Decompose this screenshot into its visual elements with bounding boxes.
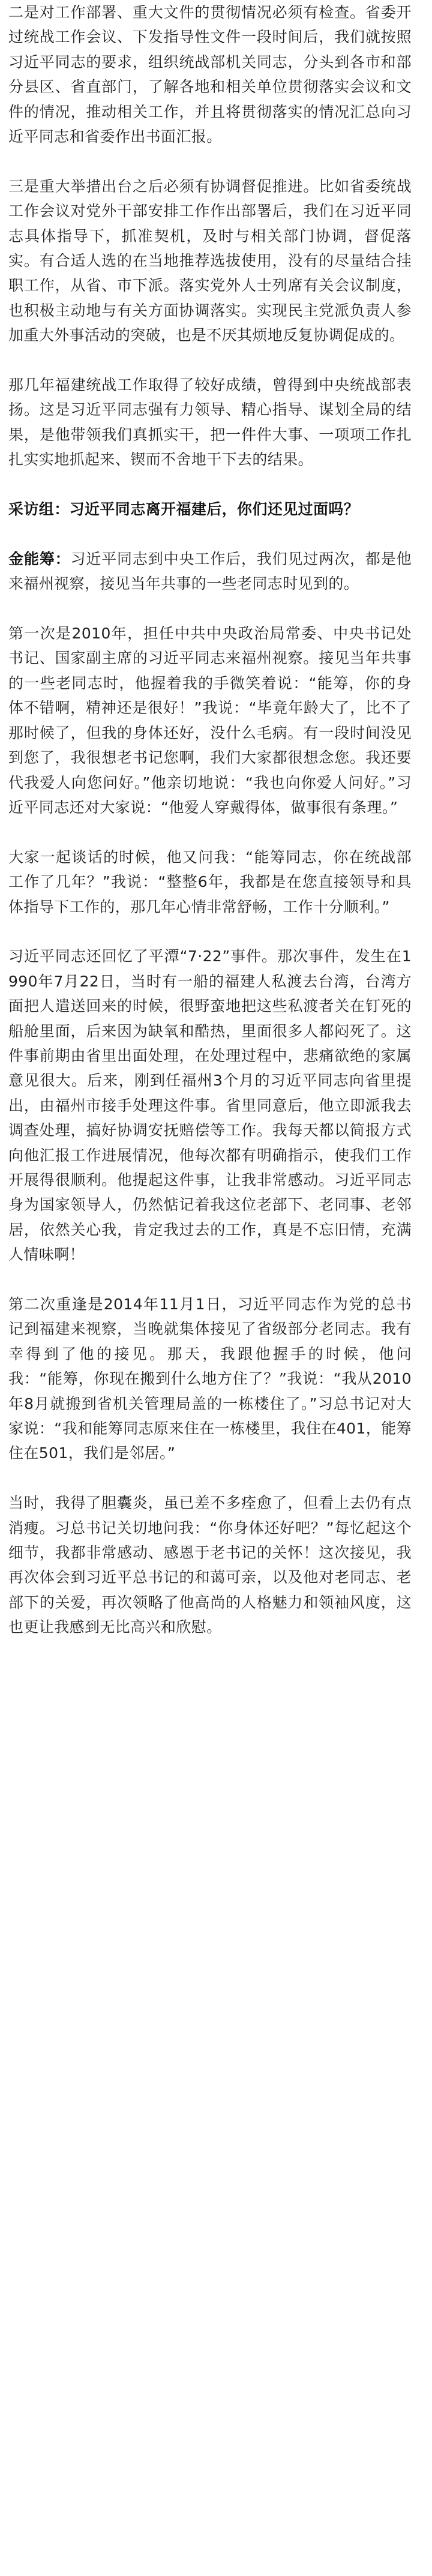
paragraph — [8, 1491, 412, 1639]
paragraph — [8, 944, 412, 1267]
question-text: 习近平同志离开福建后，你们还见过面吗？ — [69, 500, 359, 518]
paragraph-text: 习近平同志还回忆了平潭“7·22”事件。那次事件，发生在1990年7月22日，当时有一船的福建人私渡去台湾，台湾方面把人遣送回来的时候，很野蛮地把这些私渡者关在钉死的船舱里面，后来因为缺氧和酷热，里面很多人都闷死了。这件事前期由省里出面处理，在处理过程中，悲痛欲绝的家属意见很大。后来，刚到任福州3个月的习近平同志向省里提出，由福州市接手处理这件事。省里同意后，他立即派我去调查处理，搞好协调安抚赔偿等工作。我每天都以简报方式向他汇报工作进展情况，他每次都有明确指示，使我们工作开展得很顺利。他提起这件事，让我非常感动。习近平同志身为国家领导人，仍然惦记着我这位老部下、老同事、老邻居，依然关心我，肯定我过去的工作，真是不忘旧情，充满人情味啊！ — [8, 947, 412, 1264]
paragraph — [8, 373, 412, 472]
paragraph-text: 习近平同志到中央工作后，我们见过两次，都是他来福州视察，接见当年共事的一些老同志时见到的。 — [8, 550, 412, 593]
paragraph — [8, 845, 412, 919]
answer-speaker: 金能筹： — [8, 550, 71, 568]
paragraph-text: 二是对工作部署、重大文件的贯彻情况必须有检查。省委开过统战工作会议、下发指导性文件一段时间后，我们就按照习近平同志的要求，组织统战部机关同志，分头到各市和部分县区、省直部门，了解各地和相关单位贯彻落实会议和文件的情况，推动相关工作，并且将贯彻落实的情况汇总向习近平同志和省委作出书面汇报。 — [8, 4, 412, 146]
question-speaker: 采访组： — [8, 500, 70, 518]
paragraph — [8, 1292, 412, 1466]
paragraph-text: 大家一起谈话的时候，他又问我：“能筹同志，你在统战部工作了几年？”我说：“整整6年，我都是在您直接领导和具体指导下工作的，那几年心情非常舒畅，工作十分顺利。” — [8, 848, 412, 916]
paragraph — [8, 621, 412, 820]
interview-answer — [8, 547, 412, 596]
paragraph-text: 第一次是2010年，担任中共中央政治局常委、中央书记处书记、国家副主席的习近平同志来福州视察。接见当年共事的一些老同志时，他握着我的手微笑着说：“能筹，你的身体不错啊，精神还是很好！”我说：“毕竟年龄大了，比不了那时候了，但我的身体还好，没什么毛病。有一段时间没见到您了，我很想老书记您啊，我们大家都很想念您。我还要代我爱人向您问好。”他亲切地说：“我也向你爱人问好。”习近平同志还对大家说：“他爱人穿戴得体，做事很有条理。” — [8, 625, 412, 816]
paragraph — [8, 0, 412, 149]
paragraph-text: 当时，我得了胆囊炎，虽已差不多痊愈了，但看上去仍有点消瘦。习总书记关切地问我：“你身体还好吧？”每忆起这个细节，我都非常感动、感恩于老书记的关怀！这次接见，我再次体会到习近平总书记的和蔼可亲，以及他对老同志、老部下的关爱，再次领略了他高尚的人格魅力和领袖风度，这也更让我感到无比高兴和欣慰。 — [8, 1494, 412, 1636]
paragraph-text: 那几年福建统战工作取得了较好成绩，曾得到中央统战部表扬。这是习近平同志强有力领导、精心指导、谋划全局的结果，是他带领我们真抓实干，把一件件大事、一项项工作扎扎实实地抓起来、锲而不舍地干下去的结果。 — [8, 376, 412, 469]
paragraph — [8, 174, 412, 348]
interview-question — [8, 497, 412, 521]
paragraph-text: 三是重大举措出台之后必须有协调督促推进。比如省委统战工作会议对党外干部安排工作作出部署后，我们在习近平同志具体指导下，抓准契机，及时与相关部门协调，督促落实。有合适人选的在当地推荐选拔使用，没有的尽量结合挂职工作，从省、市下派。落实党外人士列席有关会议制度，也积极主动地与有关方面协调落实。实现民主党派负责人参加重大外事活动的突破，也是不厌其烦地反复协调促成的。 — [8, 177, 412, 344]
paragraph-text: 第二次重逢是2014年11月1日，习近平同志作为党的总书记到福建来视察，当晚就集体接见了省级部分老同志。我有幸得到了他的接见。那天，我跟他握手的时候，他问我：“能筹，你现在搬到什么地方住了？”我说：“我从2010年8月就搬到省机关管理局盖的一栋楼住了。”习总书记对大家说：“我和能筹同志原来住在一栋楼里，我住在401，能筹住在501，我们是邻居。” — [8, 1296, 412, 1462]
